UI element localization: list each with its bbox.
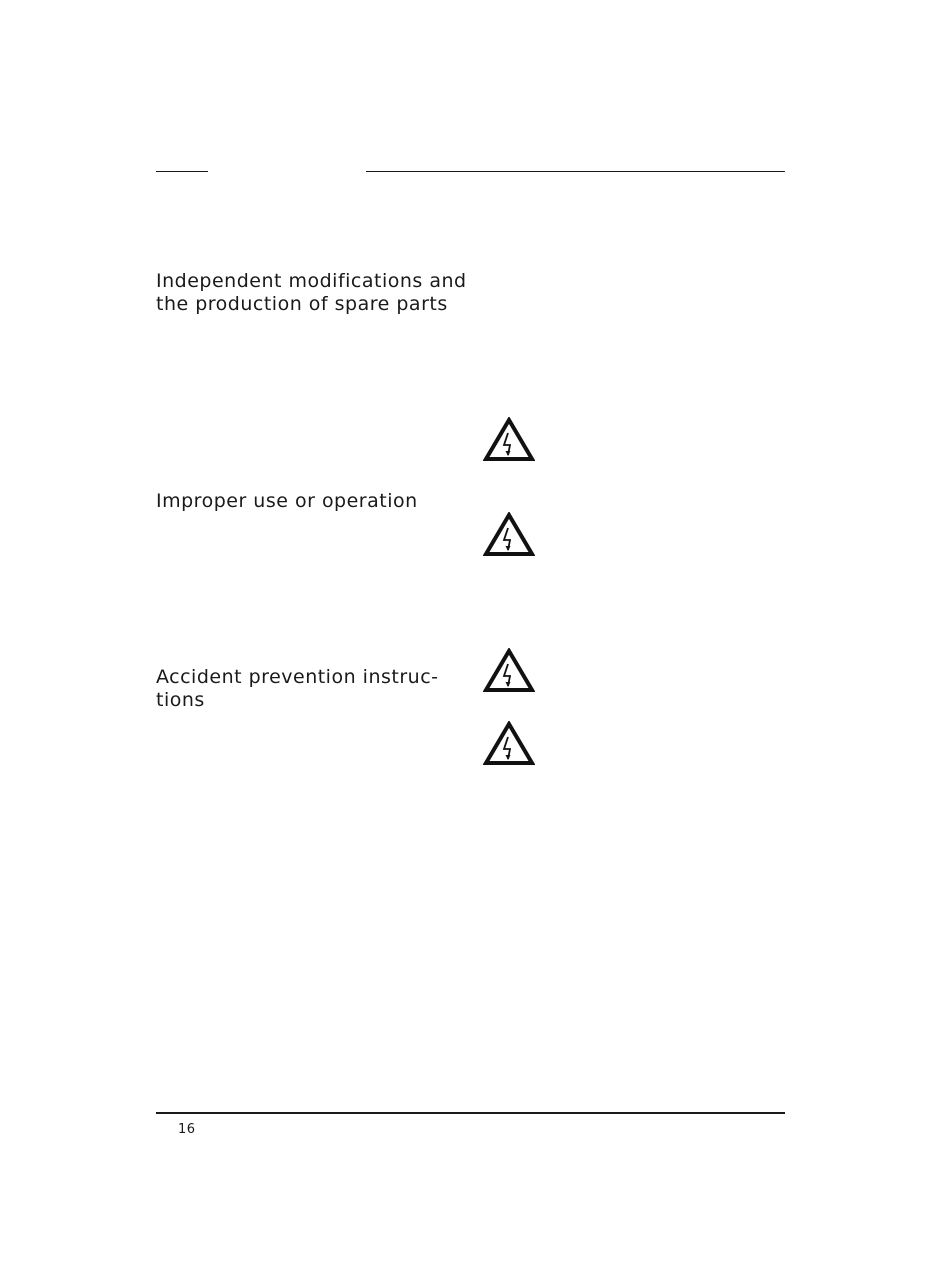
high-voltage-warning-icon bbox=[483, 721, 535, 766]
high-voltage-warning-icon bbox=[483, 417, 535, 462]
section-heading-improper-use: Improper use or operation bbox=[156, 490, 418, 512]
header-rule-right bbox=[366, 171, 785, 172]
page-number: 16 bbox=[178, 1122, 196, 1137]
section-heading-modifications: Independent modifications and the production of spare parts bbox=[156, 270, 467, 315]
header-rule-left bbox=[156, 171, 208, 172]
high-voltage-warning-icon bbox=[483, 648, 535, 693]
high-voltage-warning-icon bbox=[483, 512, 535, 557]
footer-rule bbox=[156, 1112, 785, 1114]
section-heading-accident-prevention: Accident prevention instruc- tions bbox=[156, 666, 439, 711]
